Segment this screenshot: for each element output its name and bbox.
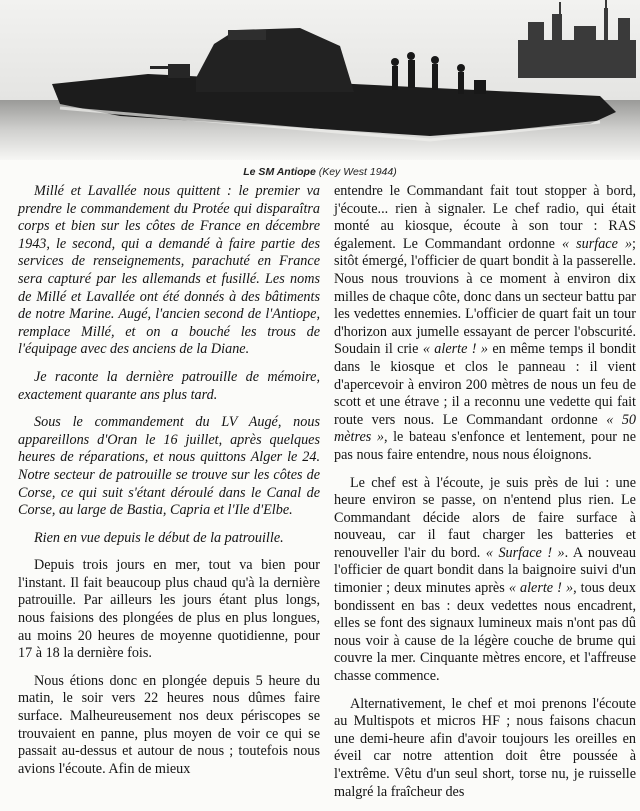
text-run: en même temps il bondit dans le kiosque et clos le panneau : il vient d'apercevoir à environ 200 mètres de nous un feu de scott et une étrave ; il a reconnu une vedette qui fait route vers nous. Le Commandant ordonne [334, 341, 637, 428]
right-column [334, 183, 636, 811]
text-run: entendre le Commandant fait tout stopper à bord, j'écoute... rien à signaler. Le chef radio, qui était monté au kiosque, écoute à son tour : RAS également. Le Commandant ordonne [334, 183, 636, 252]
paragraph: Rien en vue depuis le début de la patrouille. [34, 529, 284, 546]
quoted-order: « alerte ! » [422, 341, 488, 358]
left-column [18, 183, 320, 788]
paragraph: Nous étions donc en plongée depuis 5 heure du matin, le soir vers 22 heures nous dûmes faire surface. Malheureusement nos deux périscopes se trouvaient en panne, plus moyen de voir ce qui se passait au-dessus et autour de nous ; toutefois nous avions l'écoute. Afin de mieux [18, 672, 320, 777]
paragraph: Depuis trois jours en mer, tout va bien pour l'instant. Il fait beaucoup plus chaud qu'à la dernière patrouille. Par ailleurs les jours étant plus longs, nous faisions des plongées de plus en plus longues, au moins 20 heures de moyenne quotidienne, pour 17 à 18 la dernière fois. [18, 557, 320, 662]
paragraph: Alternativement, le chef et moi prenons l'écoute au Multispots et micros HF ; nous faisons chacun une demi-heure afin d'avoir toujours les oreilles en éveil car notre attention doit être poussée à l'extrême. Vêtu d'un seul short, torse nu, je ruisselle malgré la fraîcheur des [334, 695, 636, 800]
paragraph [334, 183, 636, 465]
quoted-order: « 50 mètres » [334, 411, 637, 446]
caption-subtitle: (Key West 1944) [318, 166, 397, 178]
quoted-order: « surface » [561, 235, 633, 252]
photo-caption [0, 166, 640, 178]
text-run: , le bateau s'enfonce et lentement, pour ne pas nous faire entendre, nous nous éloignons. [334, 429, 636, 463]
text-run: Le chef est à l'écoute, je suis près de lui : une heure environ se passe, on n'entend plus rien. Le Commandant décide alors de faire surface à nouveau, car il faut charger les batteries et renouveller l'air du bord. [334, 474, 636, 561]
text-run: ; sitôt émergé, l'officier de quart bondit à la passerelle. Nous nous trouvions à ce moment à environ dix milles de chaque côte, donc dans un secteur battu par les vedettes ennemies. L'officier de quart fait un tour d'horizon aux jumelle essayant de percer l'obscurité. Soudain il crie [334, 235, 636, 358]
text-run: , tous deux bondissent en bas : deux vedettes nous encadrent, elles se font des signaux lumineux mais n'ont pas dû nous voir à cause de la légère couche de brume qui couvre la mer. Cinquante mètres encore, et l'affreuse chasse commence. [334, 580, 636, 685]
text-run: . A nouveau l'officier de quart bondit dans la baignoire suivi d'un timonier ; deux minutes après [334, 544, 636, 597]
caption-title: Le SM Antiope [243, 166, 316, 178]
quoted-order: « alerte ! » [508, 580, 574, 597]
paragraph: Sous le commandement du LV Augé, nous appareillons d'Oran le 16 juillet, après quelques heures de réparations, et nous quittons Alger le 24. Notre secteur de patrouille se trouve sur les côtes de Corse, ce qui suit s'étant déroulé dans le Canal de Corse, au large de Bastia, Capria et l'Ile d'Elbe. [18, 414, 320, 519]
quoted-order: « Surface ! » [485, 544, 565, 561]
submarine-photo [0, 0, 640, 160]
paragraph: Je raconte la dernière patrouille de mémoire, exactement quarante ans plus tard. [18, 368, 320, 403]
paragraph: Millé et Lavallée nous quittent : le premier va prendre le commandement du Protée qui disparaîtra corps et bien sur les côtes de France en décembre 1943, le second, qui a demandé à faire partie des services de renseignements, parachuté en France sera capturé par les allemands et fusillé. Les noms de Millé et Lavallée ont été donnés à des bâtiments de notre Marine. Augé, l'ancien second de l'Antiope, remplace Millé, et on a bouché les trous de l'équipage avec des anciens de la Diane. [18, 183, 320, 358]
paragraph [334, 475, 636, 686]
